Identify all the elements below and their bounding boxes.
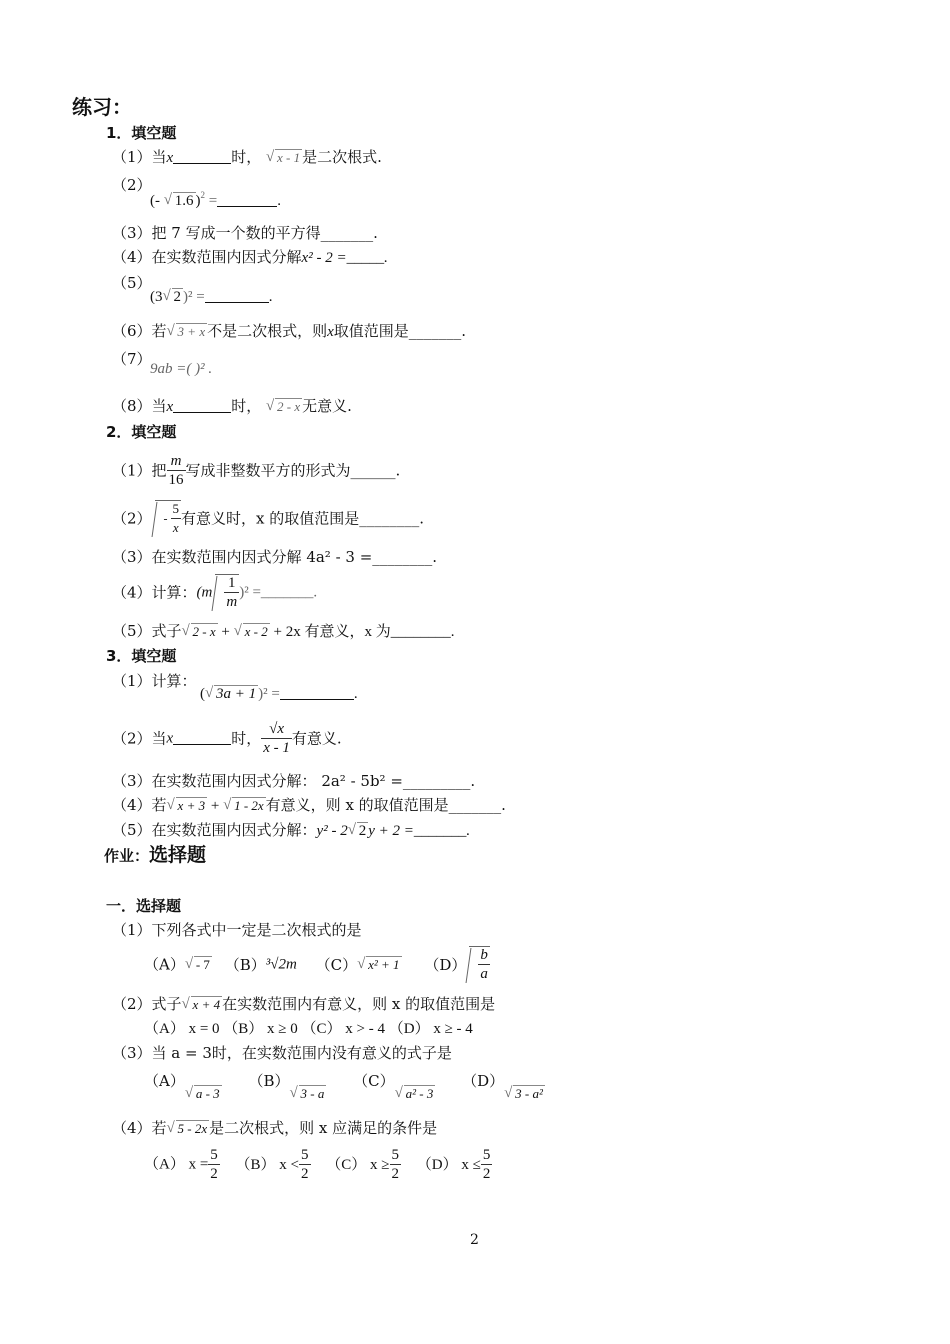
homework-heading: 作业：选择题	[104, 844, 207, 866]
p1-q3: （3）把 7 写成一个数的平方得_______.	[112, 224, 378, 242]
answer-blank[interactable]	[173, 730, 231, 745]
sqrt-expr: √ a² - 3	[395, 1083, 436, 1105]
c-q4: （4）若√ 5 - 2x 是二次根式，则 x 应满足的条件是	[112, 1117, 437, 1140]
p1-q7-num: （7）	[112, 350, 152, 368]
option-b-label: （B）	[248, 1072, 290, 1090]
option-d-label: （D）	[462, 1072, 505, 1090]
c-q2: （2）式子√ x + 4 在实数范围内有意义，则 x 的取值范围是	[112, 993, 495, 1016]
part2-heading: 2．填空题	[106, 423, 177, 441]
option-a-label: （A）	[144, 1072, 185, 1090]
sqrt-expr: √ 3a + 1	[205, 683, 258, 705]
c-q1-options: （A）√ - 7 （B）³√2m （C）√ x² + 1 （D） $\frac{b}{a}$	[144, 946, 490, 990]
sqrt-expr: √ - 7	[185, 954, 212, 976]
p3-q1-expr: (√ 3a + 1 )² = .	[200, 683, 358, 705]
sqrt-expr: √ 1.6	[164, 190, 196, 212]
sqrt-expr: √ 3 - a²	[504, 1083, 545, 1105]
c-q3: （3）当 a = 3时，在实数范围内没有意义的式子是	[112, 1044, 452, 1062]
fraction: $\frac{m}{16}$	[168, 453, 184, 488]
answer-blank[interactable]	[205, 288, 269, 303]
sqrt-expr: $\frac{1}{m}$	[212, 574, 239, 611]
sqrt-expr: √ 2	[348, 820, 369, 842]
p1-q2-expr: (- √ 1.6 )$^2$ = .	[150, 184, 281, 212]
sqrt-expr: √ x - 1	[266, 147, 302, 169]
answer-blank[interactable]	[173, 398, 231, 413]
p1-q1-var: x	[166, 150, 174, 166]
p2-q3: （3）在实数范围内因式分解 4a² - 3 =________.	[112, 548, 438, 566]
sqrt-expr: √ x² + 1	[357, 954, 401, 976]
section-title-practice: 练习：	[72, 95, 132, 119]
answer-blank[interactable]	[173, 149, 231, 164]
sqrt-expr: √ 1 - 2x	[223, 795, 266, 817]
fraction: $\frac{√x}{x - 1}$	[263, 721, 290, 756]
option-c-label: （C）	[315, 955, 358, 974]
sqrt-expr: √ x + 3	[167, 795, 208, 817]
sqrt-expr: √ 2 - x	[266, 396, 302, 418]
page-number: 2	[470, 1232, 479, 1248]
p1-q4: （4）在实数范围内因式分解x² - 2 =_____.	[112, 248, 388, 266]
p2-q2: （2） - $\frac{5}{x}$ 有意义时，x 的取值范围是________.	[112, 501, 425, 535]
cube-root-expr: $\frac{b}{a}$	[466, 946, 490, 983]
option-c-label: （C）	[353, 1072, 395, 1090]
p1-q8: （8）当x 时， √ 2 - x 无意义.	[112, 395, 352, 418]
p1-q1-suffix: 是二次根式.	[302, 148, 382, 166]
sqrt-expr: √ 2	[163, 286, 184, 308]
p1-q7-expr: 9ab =( )² .	[150, 361, 213, 377]
c-q1: （1）下列各式中一定是二次根式的是	[112, 921, 362, 939]
part1-heading: 1．填空题	[106, 124, 177, 142]
p3-q2: （2）当x 时， $\frac{√x}{x - 1}$ 有意义.	[112, 721, 342, 756]
option-a-label: （A）	[144, 955, 185, 974]
p1-q5-num: （5）	[112, 274, 152, 292]
sqrt-expr: √ x + 4	[182, 994, 223, 1016]
p2-q1: （1）把 $\frac{m}{16}$ 写成非整数平方的形式为______.	[112, 453, 401, 488]
option-b-label: （B） x <	[235, 1156, 300, 1173]
option-d-label: （D）	[424, 955, 467, 974]
c-q3-options	[144, 1070, 545, 1101]
p1-q6: （6）若√ 3 + x 不是二次根式，则x取值范围是_______.	[112, 320, 466, 343]
answer-blank[interactable]	[280, 685, 354, 700]
p3-q4: （4）若√ x + 3 + √ 1 - 2x 有意义，则 x 的取值范围是_______.	[112, 794, 506, 817]
answer-blank[interactable]	[217, 192, 277, 207]
option-d-label: （D） x ≤	[416, 1156, 481, 1173]
p3-q5: （5）在实数范围内因式分解：y² - 2√ 2 y + 2 =_______.	[112, 819, 470, 842]
sqrt-expr: √ 3 - a	[290, 1083, 327, 1105]
sqrt-expr: √ 5 - 2x	[167, 1118, 210, 1140]
option-a-label: （A） x =	[144, 1156, 209, 1173]
p1-q5-expr: (3√ 2 )² = .	[150, 286, 272, 308]
p1-q1-mid: 时，	[231, 148, 262, 166]
p3-q3: （3）在实数范围内因式分解： 2a² - 5b² =_________.	[112, 772, 476, 790]
part3-heading: 3．填空题	[106, 647, 177, 665]
c-q2-options: （A） x = 0 （B） x ≥ 0 （C） x > - 4 （D） x ≥ - 4	[144, 1021, 473, 1037]
sqrt-expr: √ 3 + x	[167, 321, 208, 343]
sqrt-expr: √ 2 - x	[182, 621, 218, 643]
choice-heading: 一．选择题	[106, 897, 182, 915]
option-c-label: （C） x ≥	[326, 1156, 390, 1173]
sqrt-expr: √ a - 3	[185, 1083, 222, 1105]
p1-q2-num: （2）	[112, 176, 152, 194]
p3-q1-prefix: （1）计算：	[112, 672, 197, 690]
p2-q5: （5）式子√ 2 - x + √ x - 2 + 2x 有意义，x 为________.	[112, 620, 454, 643]
sqrt-expr: - $\frac{5}{x}$	[152, 500, 182, 537]
option-b-label: （B）	[224, 955, 266, 974]
p2-q4: （4）计算：(m $\frac{1}{m}$ )² =_______.	[112, 575, 318, 610]
p1-q1	[112, 146, 382, 169]
sqrt-expr: √ x - 2	[234, 621, 270, 643]
c-q4-options: （A） x = $\frac{5}{2}$ （B） x < $\frac{5}{2}$ （C） x ≥ $\frac{5}{2}$ （D） x ≤ $\frac{5}{2}$	[144, 1147, 491, 1182]
p1-q1-prefix: （1）当	[112, 148, 167, 166]
